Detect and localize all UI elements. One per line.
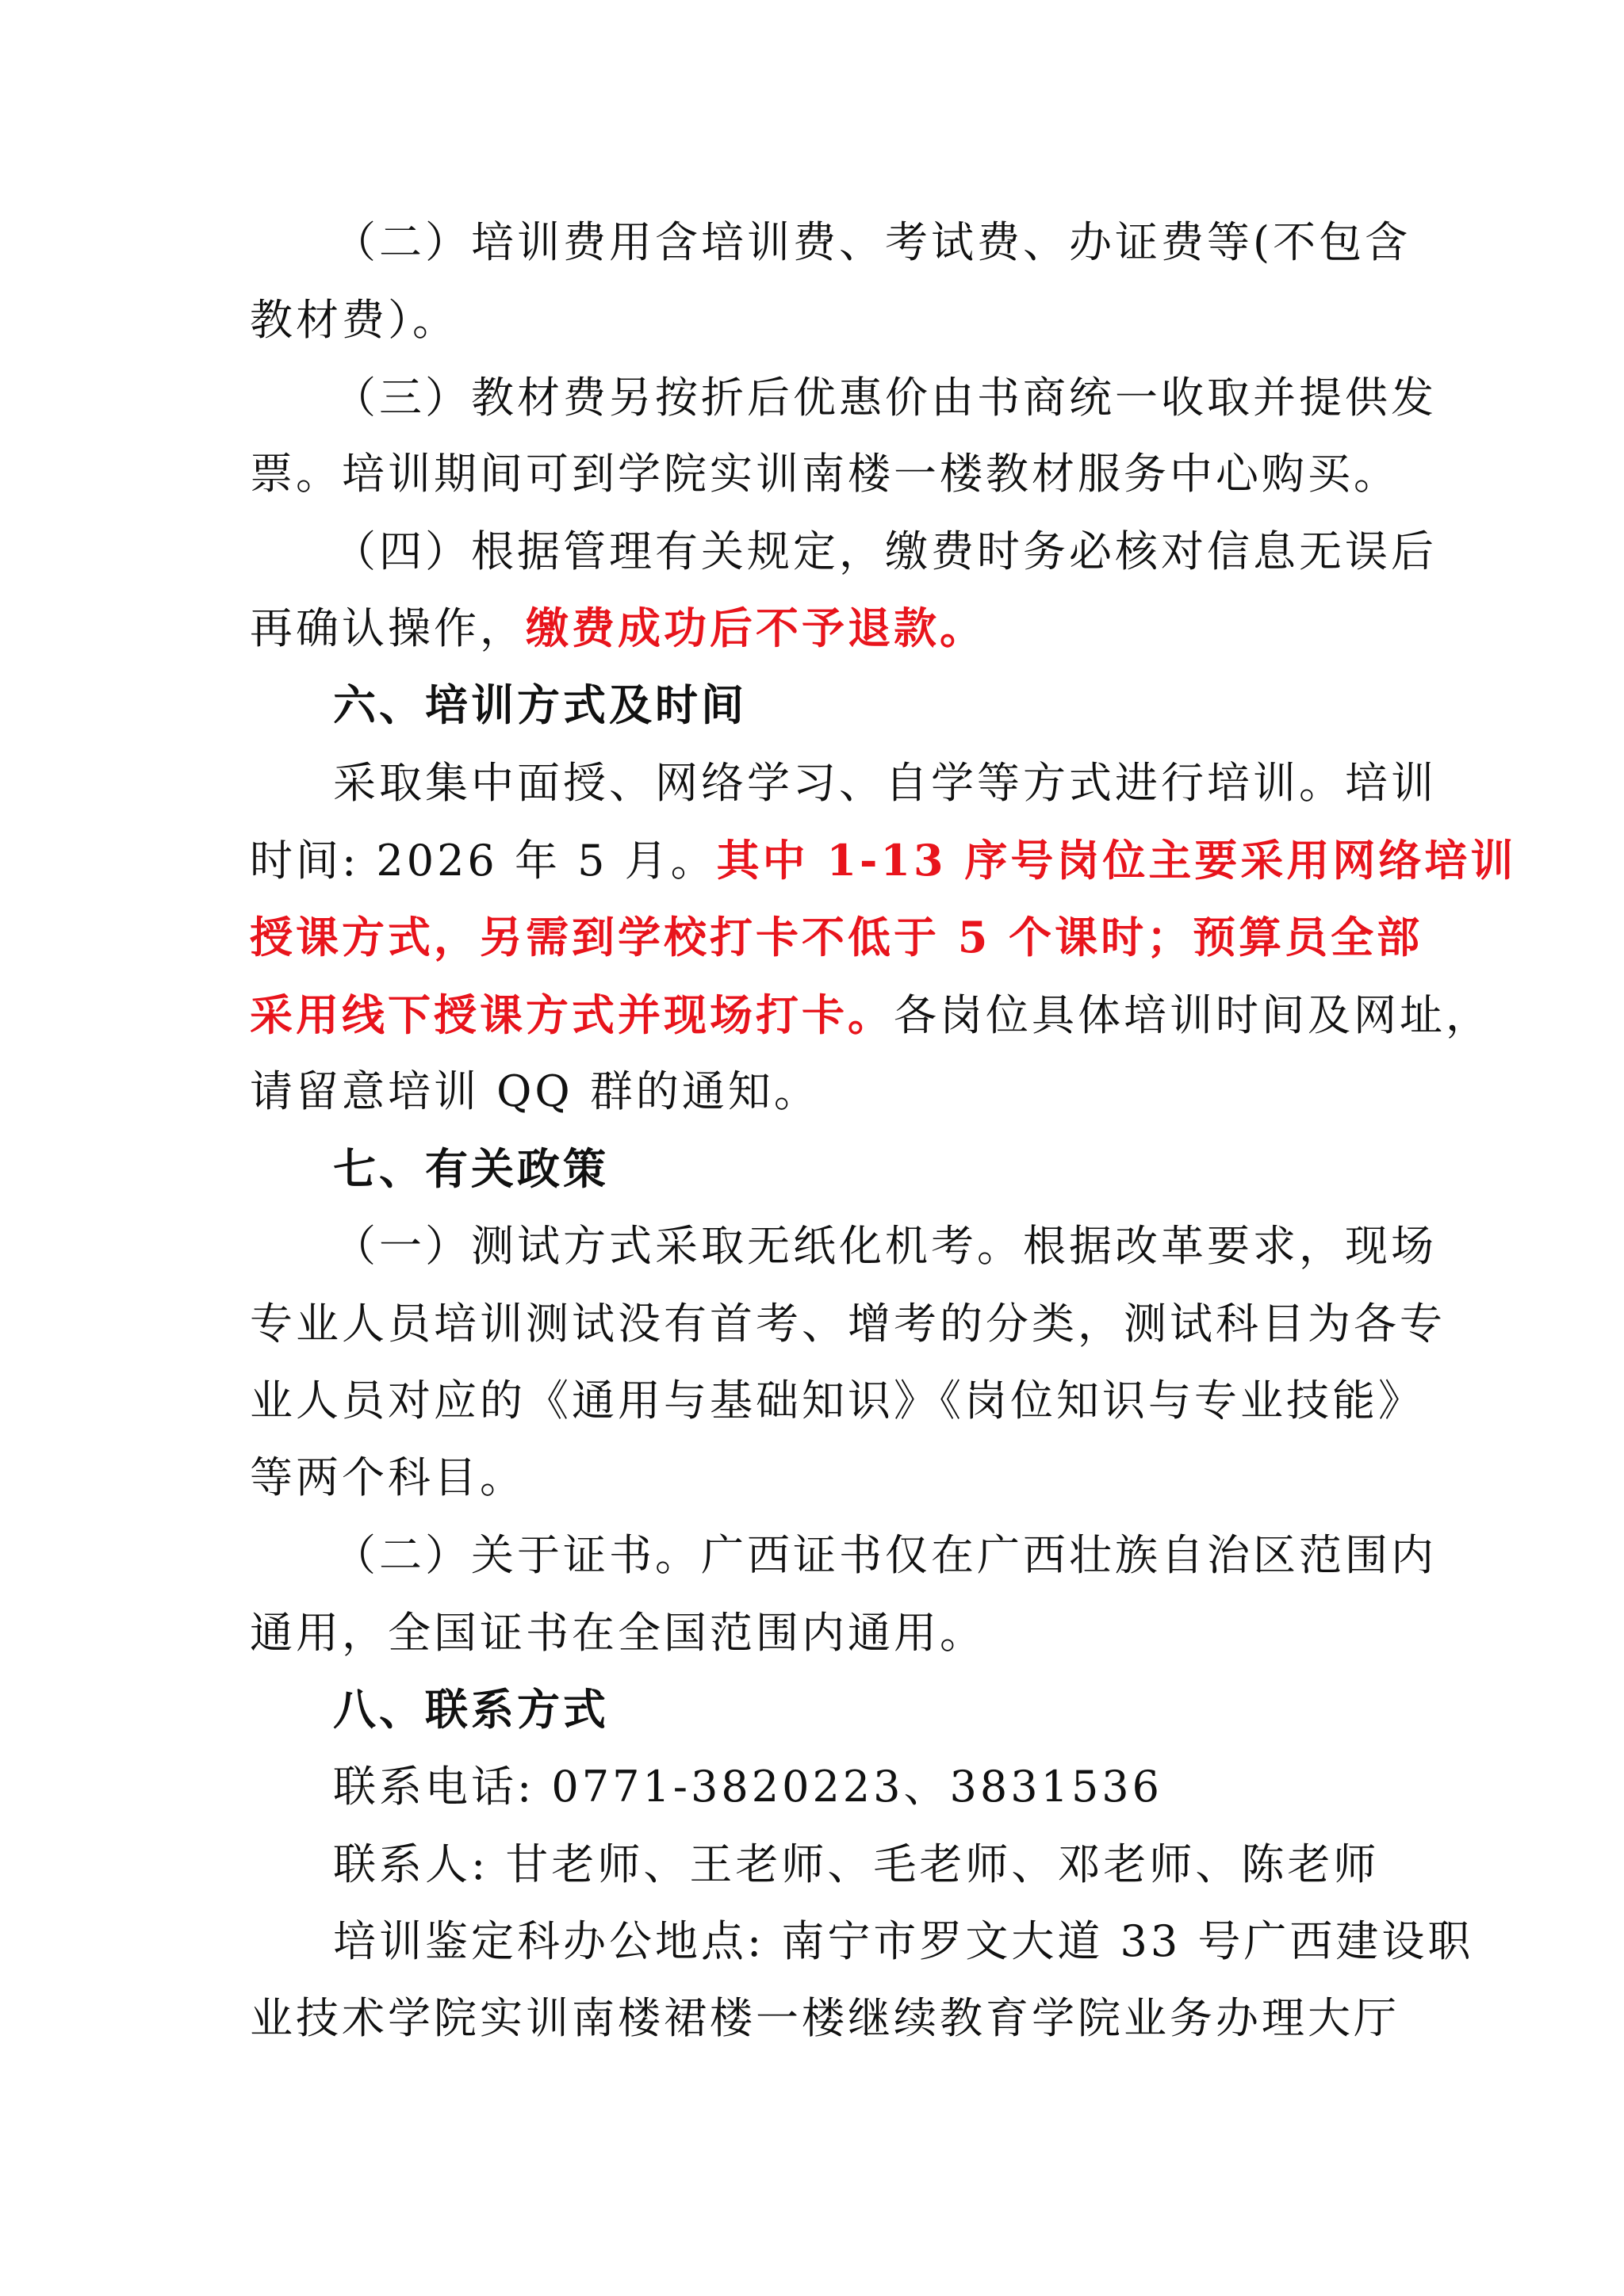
- policy-1-line-3: 业人员对应的《通用与基础知识》《岗位知识与专业技能》: [250, 1376, 1424, 1425]
- fee-item-4-text: 再确认操作，: [250, 603, 526, 653]
- fee-item-2-line-1: （二）培训费用含培训费、考试费、办证费等(不包含: [333, 217, 1411, 267]
- training-schedule-text: 各岗位具体培训时间及网址，: [894, 990, 1492, 1040]
- policy-1-line-1: （一）测试方式采取无纸化机考。根据改革要求，现场: [333, 1221, 1437, 1271]
- fee-item-4-line-1: （四）根据管理有关规定，缴费时务必核对信息无误后: [333, 526, 1437, 576]
- contact-address-line-2: 业技术学院实训南楼裙楼一楼继续教育学院业务办理大厅: [250, 1993, 1400, 2043]
- section-heading-7: 七、有关政策: [333, 1144, 609, 1194]
- training-offline-notice: 采用线下授课方式并现场打卡。: [250, 989, 894, 1040]
- fee-item-3-line-2: 票。培训期间可到学院实训南楼一楼教材服务中心购买。: [250, 449, 1400, 499]
- policy-1-line-2: 专业人员培训测试没有首考、增考的分类，测试科目为各专: [250, 1299, 1446, 1349]
- training-line-2: [250, 835, 1516, 886]
- section-heading-6: 六、培训方式及时间: [333, 680, 747, 730]
- training-line-4: [250, 989, 1492, 1041]
- fee-item-4-line-2: [250, 603, 986, 654]
- training-line-1: 采取集中面授、网络学习、自学等方式进行培训。培训: [333, 758, 1437, 808]
- training-time: 时间: 2026 年 5 月。: [250, 836, 717, 886]
- contact-address-line-1: 培训鉴定科办公地点: 南宁市罗文大道 33 号广西建设职: [333, 1916, 1474, 1966]
- contact-phone: 联系电话: 0771-3820223、3831536: [333, 1762, 1163, 1812]
- fee-item-3-line-1: （三）教材费另按折后优惠价由书商统一收取并提供发: [333, 373, 1437, 423]
- fee-item-2-line-2: 教材费）。: [250, 295, 458, 345]
- contact-people: 联系人: 甘老师、王老师、毛老师、邓老师、陈老师: [333, 1839, 1380, 1889]
- section-heading-8: 八、联系方式: [333, 1685, 609, 1735]
- policy-1-line-4: 等两个科目。: [250, 1452, 526, 1502]
- policy-2-line-2: 通用，全国证书在全国范围内通用。: [250, 1608, 986, 1658]
- policy-2-line-1: （二）关于证书。广西证书仅在广西壮族自治区范围内: [333, 1530, 1437, 1580]
- training-online-notice: 其中 1-13 序号岗位主要采用网络培训: [716, 835, 1517, 886]
- training-line-3: 授课方式，另需到学校打卡不低于 5 个课时；预算员全部: [250, 912, 1423, 962]
- training-line-5: 请留意培训 QQ 群的通知。: [250, 1066, 820, 1116]
- no-refund-notice: 缴费成功后不予退款。: [526, 603, 986, 653]
